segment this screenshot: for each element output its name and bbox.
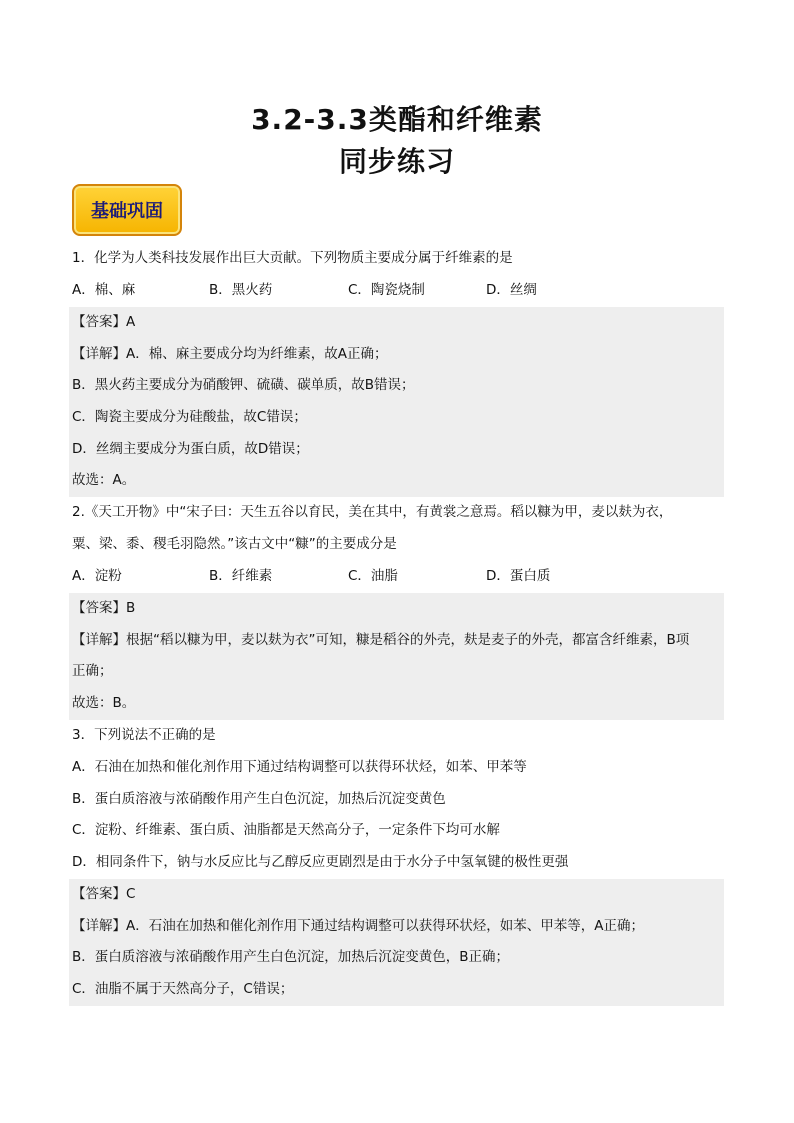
answer-3: 【答案】C (72, 886, 136, 902)
detail-1-line-1: 【详解】A．棉、麻主要成分均为纤维素，故A正确； (72, 346, 388, 362)
option-c: C．陶瓷烧制 (348, 282, 425, 298)
detail-3-line-2: B．蛋白质溶液与浓硝酸作用产生白色沉淀，加热后沉淀变黄色，B正确； (72, 949, 510, 965)
question-3-choice-a: A．石油在加热和催化剂作用下通过结构调整可以获得环状烃，如苯、甲苯等 (72, 759, 527, 775)
question-3-choice-b: B．蛋白质溶液与浓硝酸作用产生白色沉淀，加热后沉淀变黄色 (72, 791, 446, 807)
answer-1: 【答案】A (72, 314, 136, 330)
detail-2-line-2: 正确； (72, 663, 113, 679)
option-b: B．黑火药 (209, 282, 273, 298)
question-3-choice-c: C．淀粉、纤维素、蛋白质、油脂都是天然高分子，一定条件下均可水解 (72, 822, 500, 838)
page-subtitle: 同步练习 (338, 145, 455, 178)
detail-2-line-3: 故选：B。 (72, 695, 136, 711)
option-d: D．蛋白质 (486, 568, 551, 584)
detail-1-line-2: B．黑火药主要成分为硝酸钾、硫磺、碳单质，故B错误； (72, 377, 415, 393)
question-2-stem-line-2: 粟、梁、黍、稷毛羽隐然。”该古文中“糠”的主要成分是 (72, 536, 397, 552)
detail-3-line-3: C．油脂不属于天然高分子，C错误； (72, 981, 294, 997)
detail-1-line-4: D．丝绸主要成分为蛋白质，故D错误； (72, 441, 309, 457)
detail-3-line-1: 【详解】A．石油在加热和催化剂作用下通过结构调整可以获得环状烃，如苯、甲苯等，A正确； (72, 918, 644, 934)
question-1-stem: 1．化学为人类科技发展作出巨大贡献。下列物质主要成分属于纤维素的是 (72, 250, 513, 266)
question-2-stem-line-1: 2.《天工开物》中“宋子曰：天生五谷以育民，美在其中，有黄裳之意焉。稻以糠为甲，麦以麸为衣， (72, 504, 673, 520)
question-2-options (72, 561, 724, 593)
option-c: C．油脂 (348, 568, 398, 584)
page-title: 3.2-3.3类酯和纤维素 (251, 103, 543, 136)
question-3-choice-d: D．相同条件下，钠与水反应比与乙醇反应更剧烈是由于水分子中氢氧键的极性更强 (72, 854, 569, 870)
detail-2-line-1: 【详解】根据“稻以糠为甲，麦以麸为衣”可知，糠是稻谷的外壳，麸是麦子的外壳，都富含纤维素，B项 (72, 632, 690, 648)
detail-1-line-3: C．陶瓷主要成分为硅酸盐，故C错误； (72, 409, 307, 425)
option-b: B．纤维素 (209, 568, 273, 584)
option-d: D．丝绸 (486, 282, 537, 298)
detail-1-line-5: 故选：A。 (72, 472, 136, 488)
option-a: A．淀粉 (72, 568, 122, 584)
section-tag (72, 184, 182, 236)
option-a: A．棉、麻 (72, 282, 136, 298)
question-3-stem: 3．下列说法不正确的是 (72, 727, 216, 743)
answer-2: 【答案】B (72, 600, 136, 616)
section-tag-label: 基础巩固 (91, 201, 163, 222)
question-1-options (72, 275, 724, 307)
